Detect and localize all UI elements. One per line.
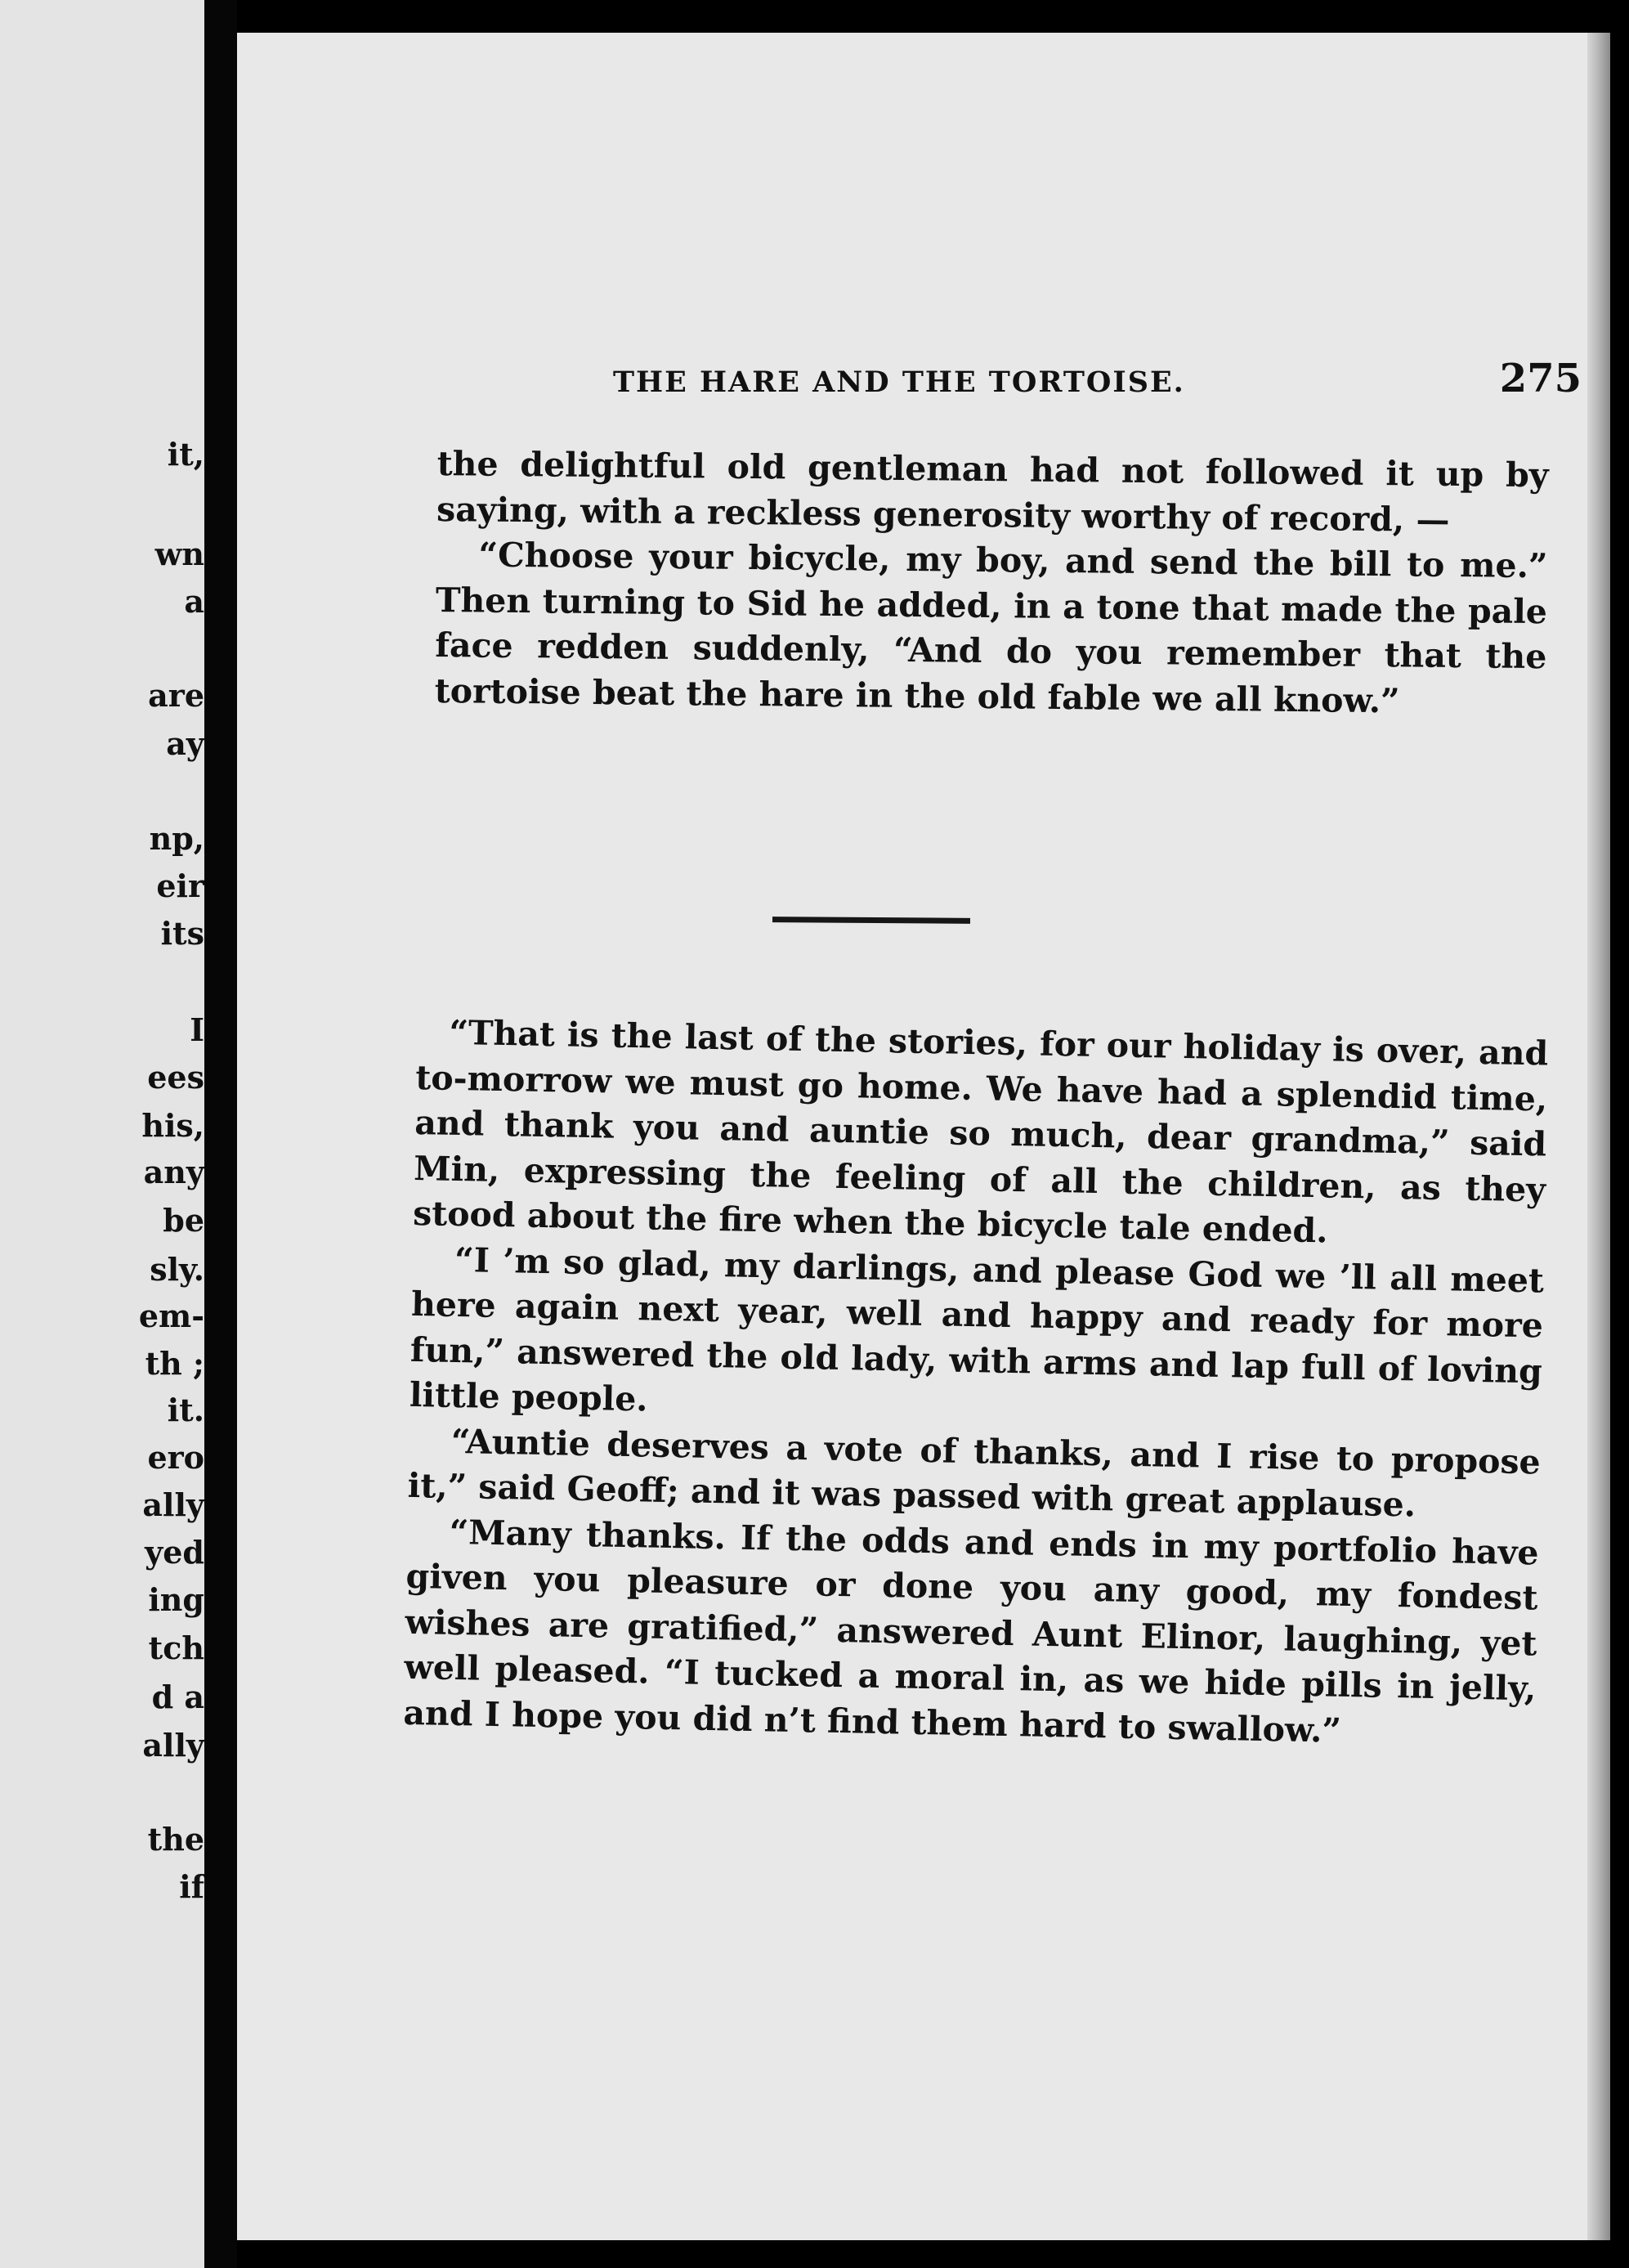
book-spine (204, 0, 237, 2268)
left-page-fragment: ees (147, 1059, 204, 1096)
left-page-fragment: eir (156, 867, 204, 904)
page-number: 275 (1499, 356, 1582, 401)
left-page-fragment: are (148, 677, 204, 714)
left-page-fragment: it, (167, 436, 204, 473)
text-block-top (435, 441, 1549, 725)
running-head (613, 356, 1582, 401)
paragraph: “That is the last of the stories, for our holiday is over, and to-morrow we must go home. We have had a splendid time, and thank you and auntie so much, dear grandma,” said Min, expressing the feeling of all the children, as they stood about the fire when the bicycle tale ended. (412, 1012, 1549, 1251)
left-page-fragment: yed (145, 1534, 204, 1571)
left-page-fragment: th ; (145, 1345, 204, 1382)
left-page-fragment: his, (141, 1107, 204, 1144)
running-title: THE HARE AND THE TORTOISE. (613, 365, 1185, 399)
paragraph: “I ’m so glad, my darlings, and please God we ’ll all meet here again next year, well and happy and ready for more fun,” answered the old lady, with arms and lap full of loving little people. (409, 1239, 1545, 1419)
left-page-fragment: ing (148, 1581, 204, 1618)
left-page-fragment: ally (142, 1727, 204, 1764)
left-page-fragment: ay (166, 725, 204, 762)
left-page-fragment: it. (167, 1392, 204, 1428)
paragraph: “Auntie deserves a vote of thanks, and I rise to propose it,” said Geoff; and it was passed with great applause. (407, 1421, 1542, 1525)
paragraph: “Choose your bicycle, my boy, and send the bill to me.” Then turning to Sid he added, in a tone that made the pale face redden suddenly, “And do you remember that the tortoise beat the hare in the old fable we all know.” (434, 535, 1548, 720)
left-page-fragment: its (160, 915, 204, 952)
section-divider-rule (772, 917, 970, 924)
left-page-fragment: sly. (150, 1251, 204, 1288)
left-page-fragment: the (147, 1821, 204, 1858)
left-page (0, 0, 204, 2268)
left-page-fragment: em- (138, 1298, 204, 1334)
paragraph: “Many thanks. If the odds and ends in my portfolio have given you pleasure or done you any good, my fondest wishes are gratified,” answered Aunt Elinor, laughing, yet well pleased. “I tucked a moral in, as we hide pills in jelly, and I hope you did n’t find them hard to swallow.” (403, 1512, 1539, 1750)
left-page-fragment: I (190, 1011, 204, 1048)
left-page-fragment: d a (151, 1679, 204, 1715)
paragraph: the delightful old gentleman had not followed it up by saying, with a reckless generosity worthy of record, — (436, 443, 1549, 540)
left-page-fragment: tch (148, 1629, 204, 1666)
left-page-fragment: a (184, 583, 204, 620)
left-page-fragment: ero (147, 1439, 204, 1476)
page-edge (1587, 33, 1610, 2240)
right-page (237, 33, 1610, 2240)
left-page-fragment: if (179, 1868, 204, 1905)
left-page-fragment: wn (154, 536, 204, 572)
left-page-fragment: be (163, 1202, 204, 1239)
left-page-fragment: ally (142, 1486, 204, 1523)
left-page-fragment: any (143, 1154, 204, 1190)
left-page-fragment: np, (149, 820, 204, 857)
text-block-bottom (403, 1010, 1549, 1757)
